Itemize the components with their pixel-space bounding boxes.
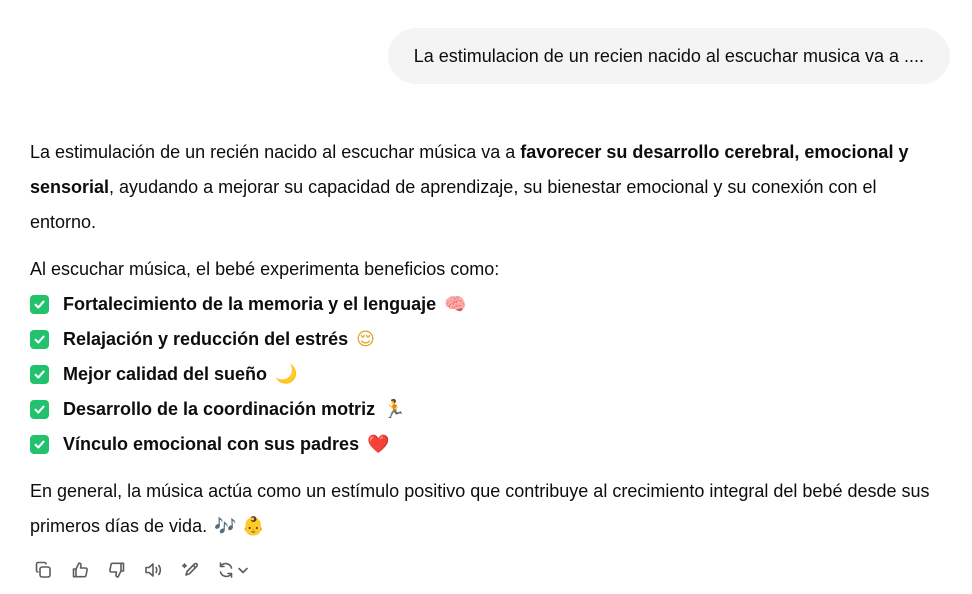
benefit-item-coordination bbox=[30, 392, 942, 427]
message-actions-bar bbox=[31, 558, 250, 582]
music-baby-emoji-icon: 🎶 👶 bbox=[214, 516, 265, 537]
benefit-text: Relajación y reducción del estrés bbox=[63, 329, 349, 349]
intro-text-end: , ayudando a mejorar su capacidad de aprendizaje, su bienestar emocional y su conexión con el entorno. bbox=[30, 177, 877, 232]
intro-text-start: La estimulación de un recién nacido al escuchar música va a bbox=[30, 142, 521, 162]
conclusion-paragraph bbox=[30, 474, 942, 544]
user-message-text: La estimulacion de un recien nacido al escuchar musica va a .... bbox=[413, 45, 924, 66]
intro-paragraph bbox=[30, 135, 942, 240]
relieved-face-emoji-icon: 😌 bbox=[356, 329, 375, 350]
copy-icon bbox=[33, 560, 53, 580]
read-aloud-icon bbox=[143, 560, 165, 580]
benefit-item-relaxation bbox=[30, 322, 942, 357]
benefit-item-sleep bbox=[30, 357, 942, 392]
benefit-text: Fortalecimiento de la memoria y el lenguaje bbox=[63, 294, 437, 314]
check-icon bbox=[30, 295, 49, 314]
thumbs-down-button[interactable] bbox=[105, 558, 129, 582]
read-aloud-button[interactable] bbox=[142, 558, 166, 582]
runner-emoji-icon: 🏃 bbox=[383, 399, 406, 420]
thumbs-down-icon bbox=[107, 560, 127, 580]
benefits-list bbox=[30, 287, 942, 462]
edit-canvas-icon bbox=[181, 560, 201, 580]
check-icon bbox=[30, 400, 49, 419]
conclusion-text: En general, la música actúa como un estímulo positivo que contribuye al crecimiento integral del bebé desde sus primeros días de vida. bbox=[30, 481, 930, 536]
assistant-response bbox=[30, 135, 942, 544]
regenerate-button[interactable] bbox=[216, 560, 250, 580]
benefit-text: Desarrollo de la coordinación motriz bbox=[63, 399, 376, 419]
thumbs-up-icon bbox=[70, 560, 90, 580]
benefit-text: Mejor calidad del sueño bbox=[63, 364, 268, 384]
benefit-item-memory bbox=[30, 287, 942, 322]
thumbs-up-button[interactable] bbox=[68, 558, 92, 582]
check-icon bbox=[30, 365, 49, 384]
user-message-bubble bbox=[388, 28, 950, 84]
benefits-heading: Al escuchar música, el bebé experimenta beneficios como: bbox=[30, 259, 500, 279]
regenerate-icon bbox=[216, 560, 236, 580]
check-icon bbox=[30, 435, 49, 454]
check-icon bbox=[30, 330, 49, 349]
copy-button[interactable] bbox=[31, 558, 55, 582]
edit-in-canvas-button[interactable] bbox=[179, 558, 203, 582]
crescent-moon-emoji-icon: 🌙 bbox=[275, 364, 298, 385]
intro-bold-text: favorecer su desarrollo cerebral, emocional y sensorial bbox=[30, 142, 909, 197]
brain-emoji-icon: 🧠 bbox=[444, 294, 467, 315]
chevron-down-icon bbox=[236, 563, 250, 577]
benefit-item-bond bbox=[30, 427, 942, 462]
red-heart-emoji-icon: ❤️ bbox=[367, 434, 390, 455]
benefit-text: Vínculo emocional con sus padres bbox=[63, 434, 360, 454]
